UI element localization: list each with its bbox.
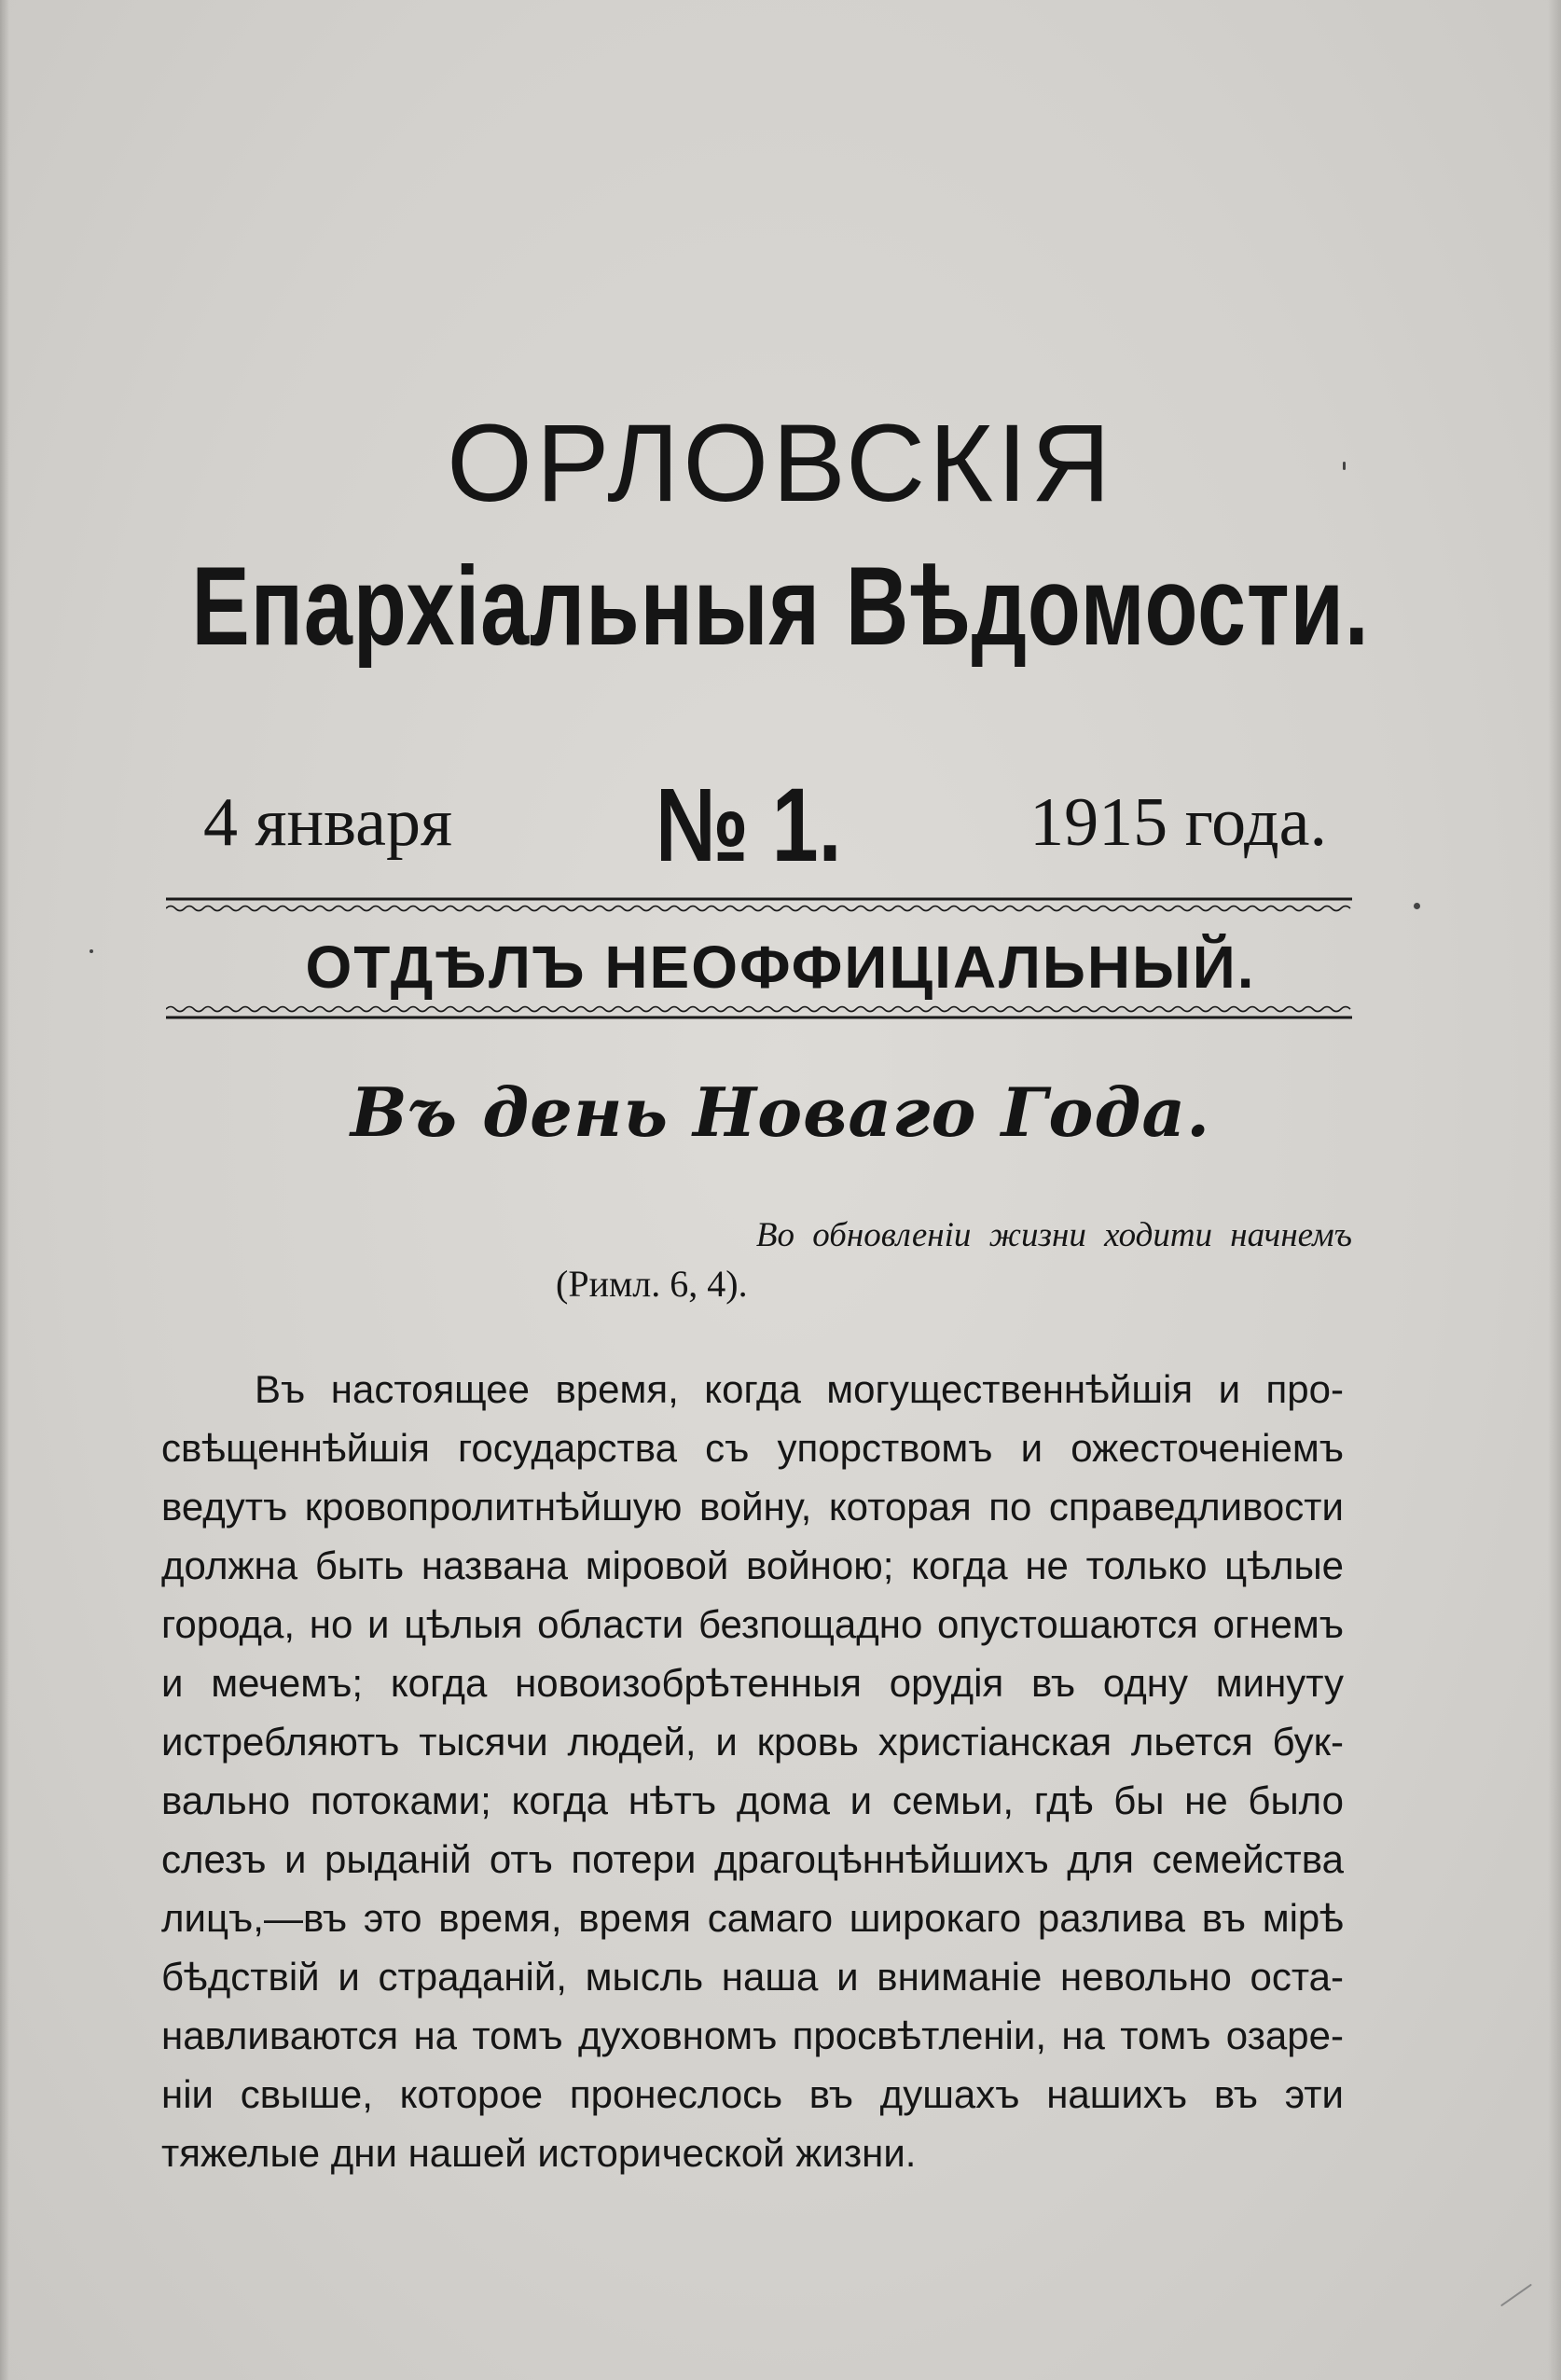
- article-body: [161, 1360, 1344, 2182]
- body-line: лицъ,—въ это время, время самаго широкаго разлива въ мірѣ: [161, 1896, 1344, 1940]
- issue-number: № 1.: [656, 767, 842, 883]
- body-line: навливаются на томъ духовномъ просвѣтленіи, на томъ озаре-: [161, 2013, 1344, 2057]
- issue-line: [203, 765, 1327, 883]
- ornamental-rule-bottom: [166, 1003, 1352, 1020]
- body-line: вально потоками; когда нѣтъ дома и семьи, гдѣ бы не было: [161, 1778, 1344, 1822]
- body-line: тяжелые дни нашей исторической жизни.: [161, 2131, 917, 2175]
- body-line: свѣщеннѣйшія государства съ упорствомъ и ожесточеніемъ: [161, 1426, 1344, 1470]
- body-line: истребляютъ тысячи людей, и кровь христіанская льется бук-: [161, 1720, 1344, 1764]
- masthead-title-line2: Епархіальныя Вѣдомости.: [191, 544, 1370, 669]
- print-speck: [1343, 462, 1346, 470]
- article-title: Въ день Новаго Года.: [350, 1072, 1211, 1152]
- issue-date: 4 января: [203, 784, 452, 861]
- body-line: города, но и цѣлыя области безпощадно опустошаются огнемъ: [161, 1602, 1344, 1646]
- body-line: слезъ и рыданій отъ потери драгоцѣннѣйшихъ для семейства: [161, 1837, 1344, 1881]
- page-edge-shadow-left: [0, 0, 9, 2380]
- body-line: должна быть названа міровой войною; когда не только цѣлые: [161, 1543, 1344, 1587]
- paper-scratch: [1500, 2284, 1532, 2307]
- epigraph: Во обновленіи жизни ходити начнемъ: [755, 1216, 1352, 1254]
- body-line: бѣдствій и страданій, мысль наша и вниманіе невольно оста-: [161, 1955, 1344, 1999]
- print-speck: [1414, 903, 1420, 909]
- body-line: Въ настоящее время, когда могущественнѣйшія и про-: [255, 1367, 1344, 1411]
- body-line: и мечемъ; когда новоизобрѣтенныя орудія въ одну минуту: [161, 1661, 1344, 1705]
- body-line: ніи свыше, которое пронеслось въ душахъ нашихъ въ эти: [161, 2072, 1344, 2116]
- body-line: ведутъ кровопролитнѣйшую войну, которая по справедливости: [161, 1485, 1344, 1529]
- print-speck: [90, 949, 93, 953]
- issue-year: 1915 года.: [1029, 784, 1327, 861]
- page-edge-shadow-right: [1548, 0, 1561, 2380]
- ornamental-rule-top: [166, 897, 1352, 914]
- epigraph-source: (Римл. 6, 4).: [556, 1263, 748, 1305]
- masthead-title-line1: ОРЛОВСКІЯ: [447, 402, 1114, 525]
- section-heading: ОТДѢЛЪ НЕОФФИЦІАЛЬНЫЙ.: [305, 934, 1256, 1001]
